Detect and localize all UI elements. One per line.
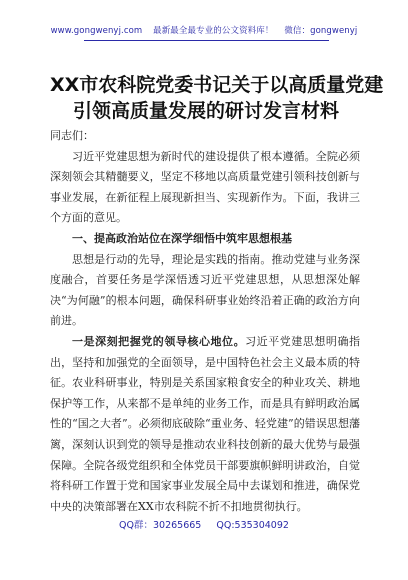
header-divider [84,40,329,41]
paragraph-3-text: 习近平党建思想明确指出，坚持和加强党的全面领导，是中国特色社会主义最本质的特征。农业科研事业，特别是关系国家粮食安全的种业攻关、耕地保护等工作，从来都不是单纯的业务工作，而是具有鲜明政治属性的“国之大者”。必须彻底破除“重业务、轻党建”的错误思想藩篱，深刻认识到党的领导是推动农业科技创新的最大优势与最强保障。全院各级党组织和全体党员干部要旗帜鲜明讲政治，自觉将科研工作置于党和国家事业发展全局中去谋划和推进，确保党中央的决策部署在XX市农科院不折不扣地贯彻执行。 [50,334,360,513]
document-body [50,126,360,517]
title-line-1: XX市农科院党委书记关于以高质量党建 [50,74,384,96]
footer-qq-group: QQ群：30265665 [119,520,202,531]
site-url[interactable]: www.gongwenyj.com [50,26,143,36]
site-header [0,26,408,37]
paragraph-3 [50,332,360,517]
document-title [50,72,384,124]
paragraph-intro: 习近平党建思想为新时代的建设提供了根本遵循。全院必须深刻领会其精髓要义，坚定不移地以高质量党建引领科技创新与事业发展，在新征程上展现新担当、实现新作为。下面，我讲三个方面的意见。 [50,149,360,225]
site-wechat: 微信：gongwenyj [284,26,358,36]
site-tagline: 最新最全最专业的公文资料库！ [153,26,274,36]
paragraph-3-lead: 一是深刻把握党的领导核心地位。 [72,334,246,348]
paragraph-2: 思想是行动的先导，理论是实践的指南。推动党建与业务深度融合，首要任务是学深悟透习近平党建思想，从思想深处解决“为何融”的根本问题，确保科研事业始终沿着正确的政治方向前进。 [50,252,360,328]
footer-contact [0,517,408,531]
title-line-2: 引领高质量发展的研讨发言材料 [72,100,339,122]
salutation: 同志们： [50,129,94,142]
section-heading-1: 一、提高政治站位在深学细悟中筑牢思想根基 [72,231,292,245]
footer-qq: QQ:535304092 [216,520,289,531]
